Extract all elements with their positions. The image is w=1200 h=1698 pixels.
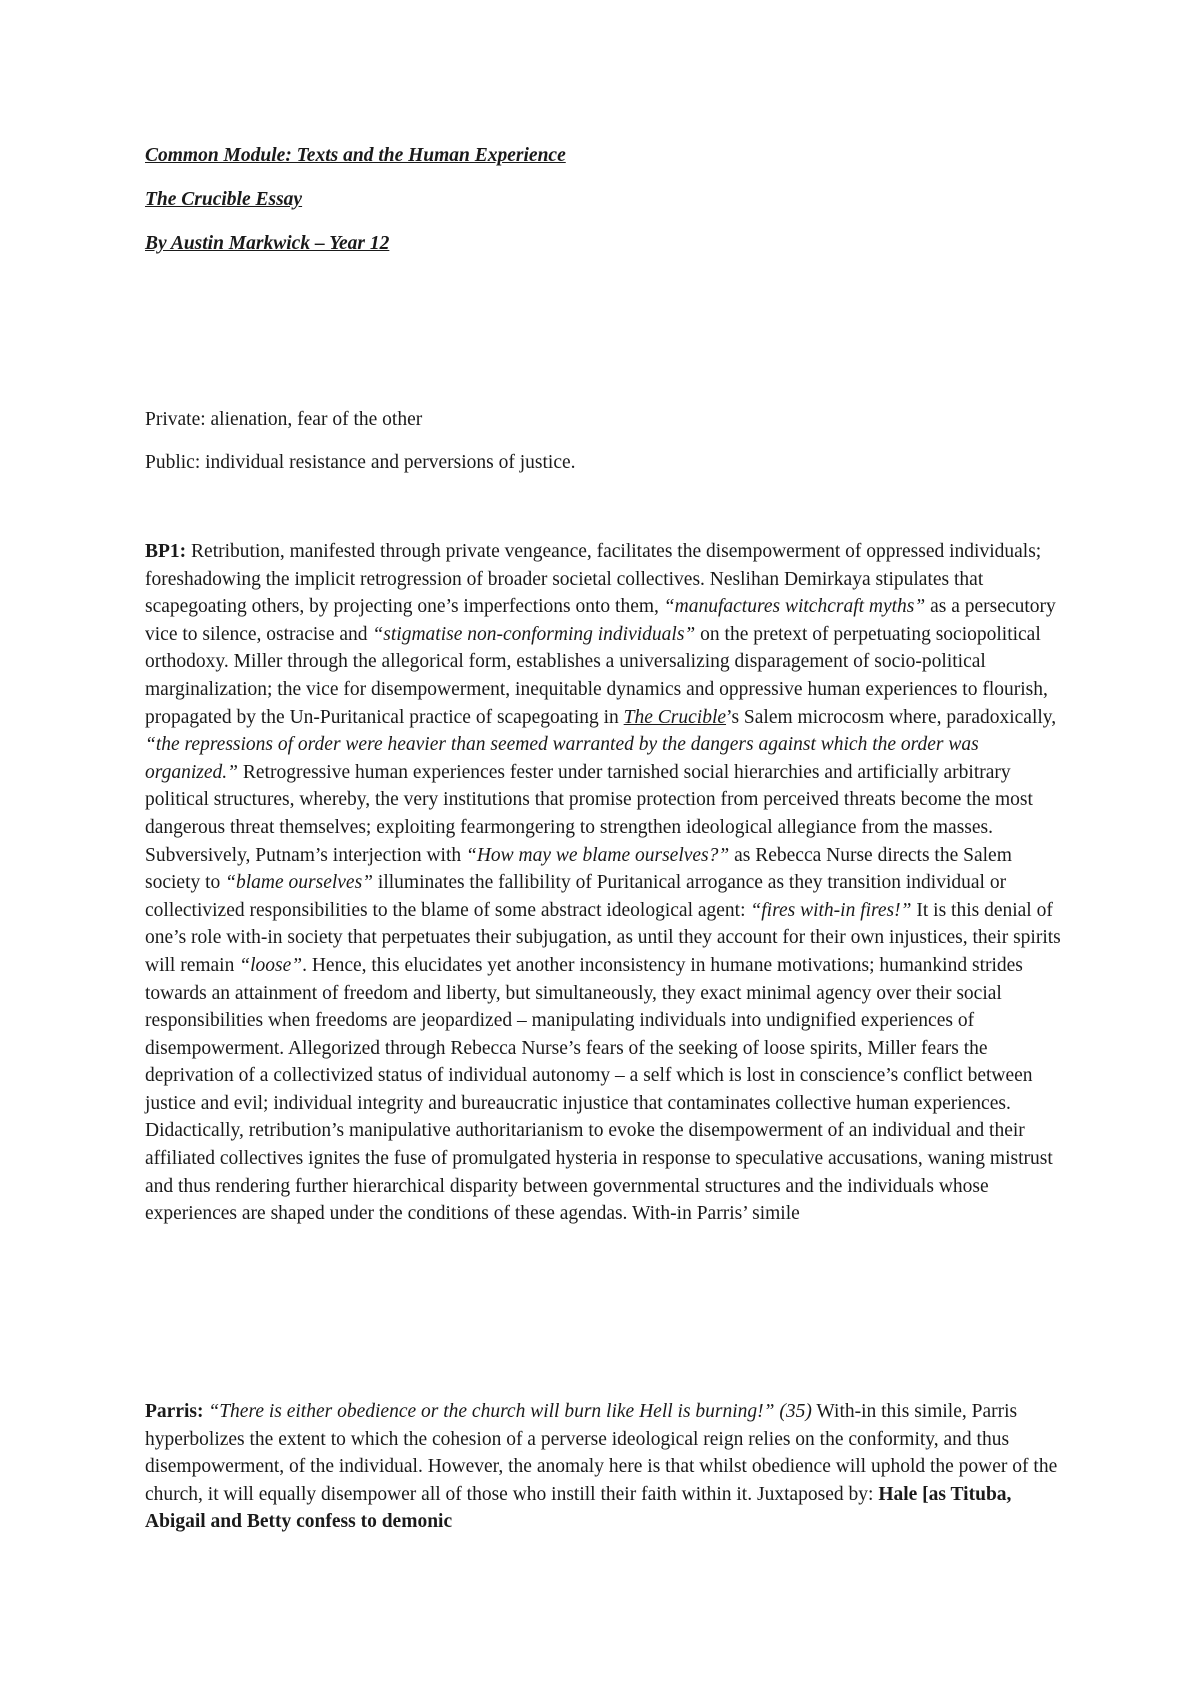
public-concerns: Public: individual resistance and perversions of justice. xyxy=(145,452,576,473)
document-header xyxy=(145,144,1065,276)
bp1-quote: “manufactures witchcraft myths” xyxy=(663,596,926,618)
body-paragraph-1 xyxy=(145,538,1065,1228)
bp1-quote: “fires with-in fires!” xyxy=(750,899,912,921)
author-line: By Austin Markwick – Year 12 xyxy=(145,233,390,254)
bp1-quote: “the repressions of order were heavier than seemed warranted by the dangers against which the order was organized.” xyxy=(145,734,979,783)
bp1-text xyxy=(145,538,1065,1228)
bp1-sentence: It is this denial of one’s role with-in society that perpetuates their subjugation, as until they account for their own injustices, their spirits will remain xyxy=(145,899,1061,976)
bp1-quote: “How may we blame ourselves?” xyxy=(466,844,730,866)
concerns-block xyxy=(145,408,1065,494)
bp1-quote: “loose” xyxy=(239,954,303,976)
bp1-sentence: illuminates the fallibility of Puritanical arrogance as they transition individual or collectivized responsibilities to the blame of some abstract ideological agent: xyxy=(145,872,1007,921)
hale-reference: Hale [as Tituba, Abigail and Betty confess to demonic xyxy=(145,1483,1012,1533)
parris-text xyxy=(145,1398,1065,1536)
module-title: Common Module: Texts and the Human Experience xyxy=(145,145,566,166)
bp1-sentence: as a persecutory vice to silence, ostracise and xyxy=(145,596,1056,645)
bp1-sentence: on the pretext of perpetuating sociopolitical orthodoxy. Miller through the allegorical form, establishes a universalizing disparagement of socio-political marginalization; the vice for disempowerment, inequitable dynamics and oppressive human experiences to flourish, propagated by the Un-Puritanical practice of scapegoating in xyxy=(145,623,1048,728)
bp1-sentence: as Rebecca Nurse directs the Salem society to xyxy=(145,844,1012,894)
essay-title: The Crucible Essay xyxy=(145,189,303,210)
bp1-sentence: ’s Salem microcosm where, paradoxically, xyxy=(726,706,1057,728)
parris-label: Parris: xyxy=(145,1401,204,1422)
parris-quote: “There is either obedience or the church will burn like Hell is burning!” (35) xyxy=(203,1401,812,1422)
bp1-quote: “blame ourselves” xyxy=(225,872,374,894)
private-concerns: Private: alienation, fear of the other xyxy=(145,409,423,430)
parris-quote-analysis xyxy=(145,1398,1065,1536)
bp1-sentence: . Hence, this elucidates yet another inconsistency in humane motivations; humankind strides towards an attainment of freedom and liberty, but simultaneously, they exact minimal agency over their social responsibilities when freedoms are jeopardized – manipulating individuals into undignified experiences of disempowerment. Allegorized through Rebecca Nurse’s fears of the seeking of loose spirits, Miller fears the deprivation of a collectivized status of individual autonomy – a self which is lost in conscience’s conflict between justice and evil; individual integrity and bureaucratic injustice that contaminates collective human experiences. Didactically, retribution’s manipulative authoritarianism to evoke the disempowerment of an individual and their affiliated collectives ignites the fuse of promulgated hysteria in response to speculative accusations, waning mistrust and thus rendering further hierarchical disparity between governmental structures and the individuals whose experiences are shaped under the conditions of these agendas. With-in Parris’ simile xyxy=(145,954,1053,1225)
bp1-quote: “stigmatise non-conforming individuals” xyxy=(372,623,696,645)
bp1-sentence: Retrogressive human experiences fester under tarnished social hierarchies and artificially arbitrary political structures, whereby, the very institutions that promise protection from perceived threats become the most dangerous threat themselves; exploiting fearmongering to strengthen ideological allegiance from the masses. Subversively, Putnam’s interjection with xyxy=(145,761,1033,866)
bp1-label: BP1: xyxy=(145,541,187,562)
bp1-sentence: Retribution, manifested through private vengeance, facilitates the disempowerment of oppressed individuals; foreshadowing the implicit retrogression of broader societal collectives. Neslihan Demirkaya stipulates that scapegoating others, by projecting one’s imperfections onto them, xyxy=(145,541,1042,618)
parris-analysis: With-in this simile, Parris hyperbolizes the extent to which the cohesion of a perverse ideological reign relies on the conformity, and thus disempowerment, of the individual. However, the anomaly here is that whilst obedience will uphold the power of the church, it will equally disempower all of those who instill their faith within it. Juxtaposed by: xyxy=(145,1401,1058,1505)
bp1-text-title: The Crucible xyxy=(623,706,727,728)
